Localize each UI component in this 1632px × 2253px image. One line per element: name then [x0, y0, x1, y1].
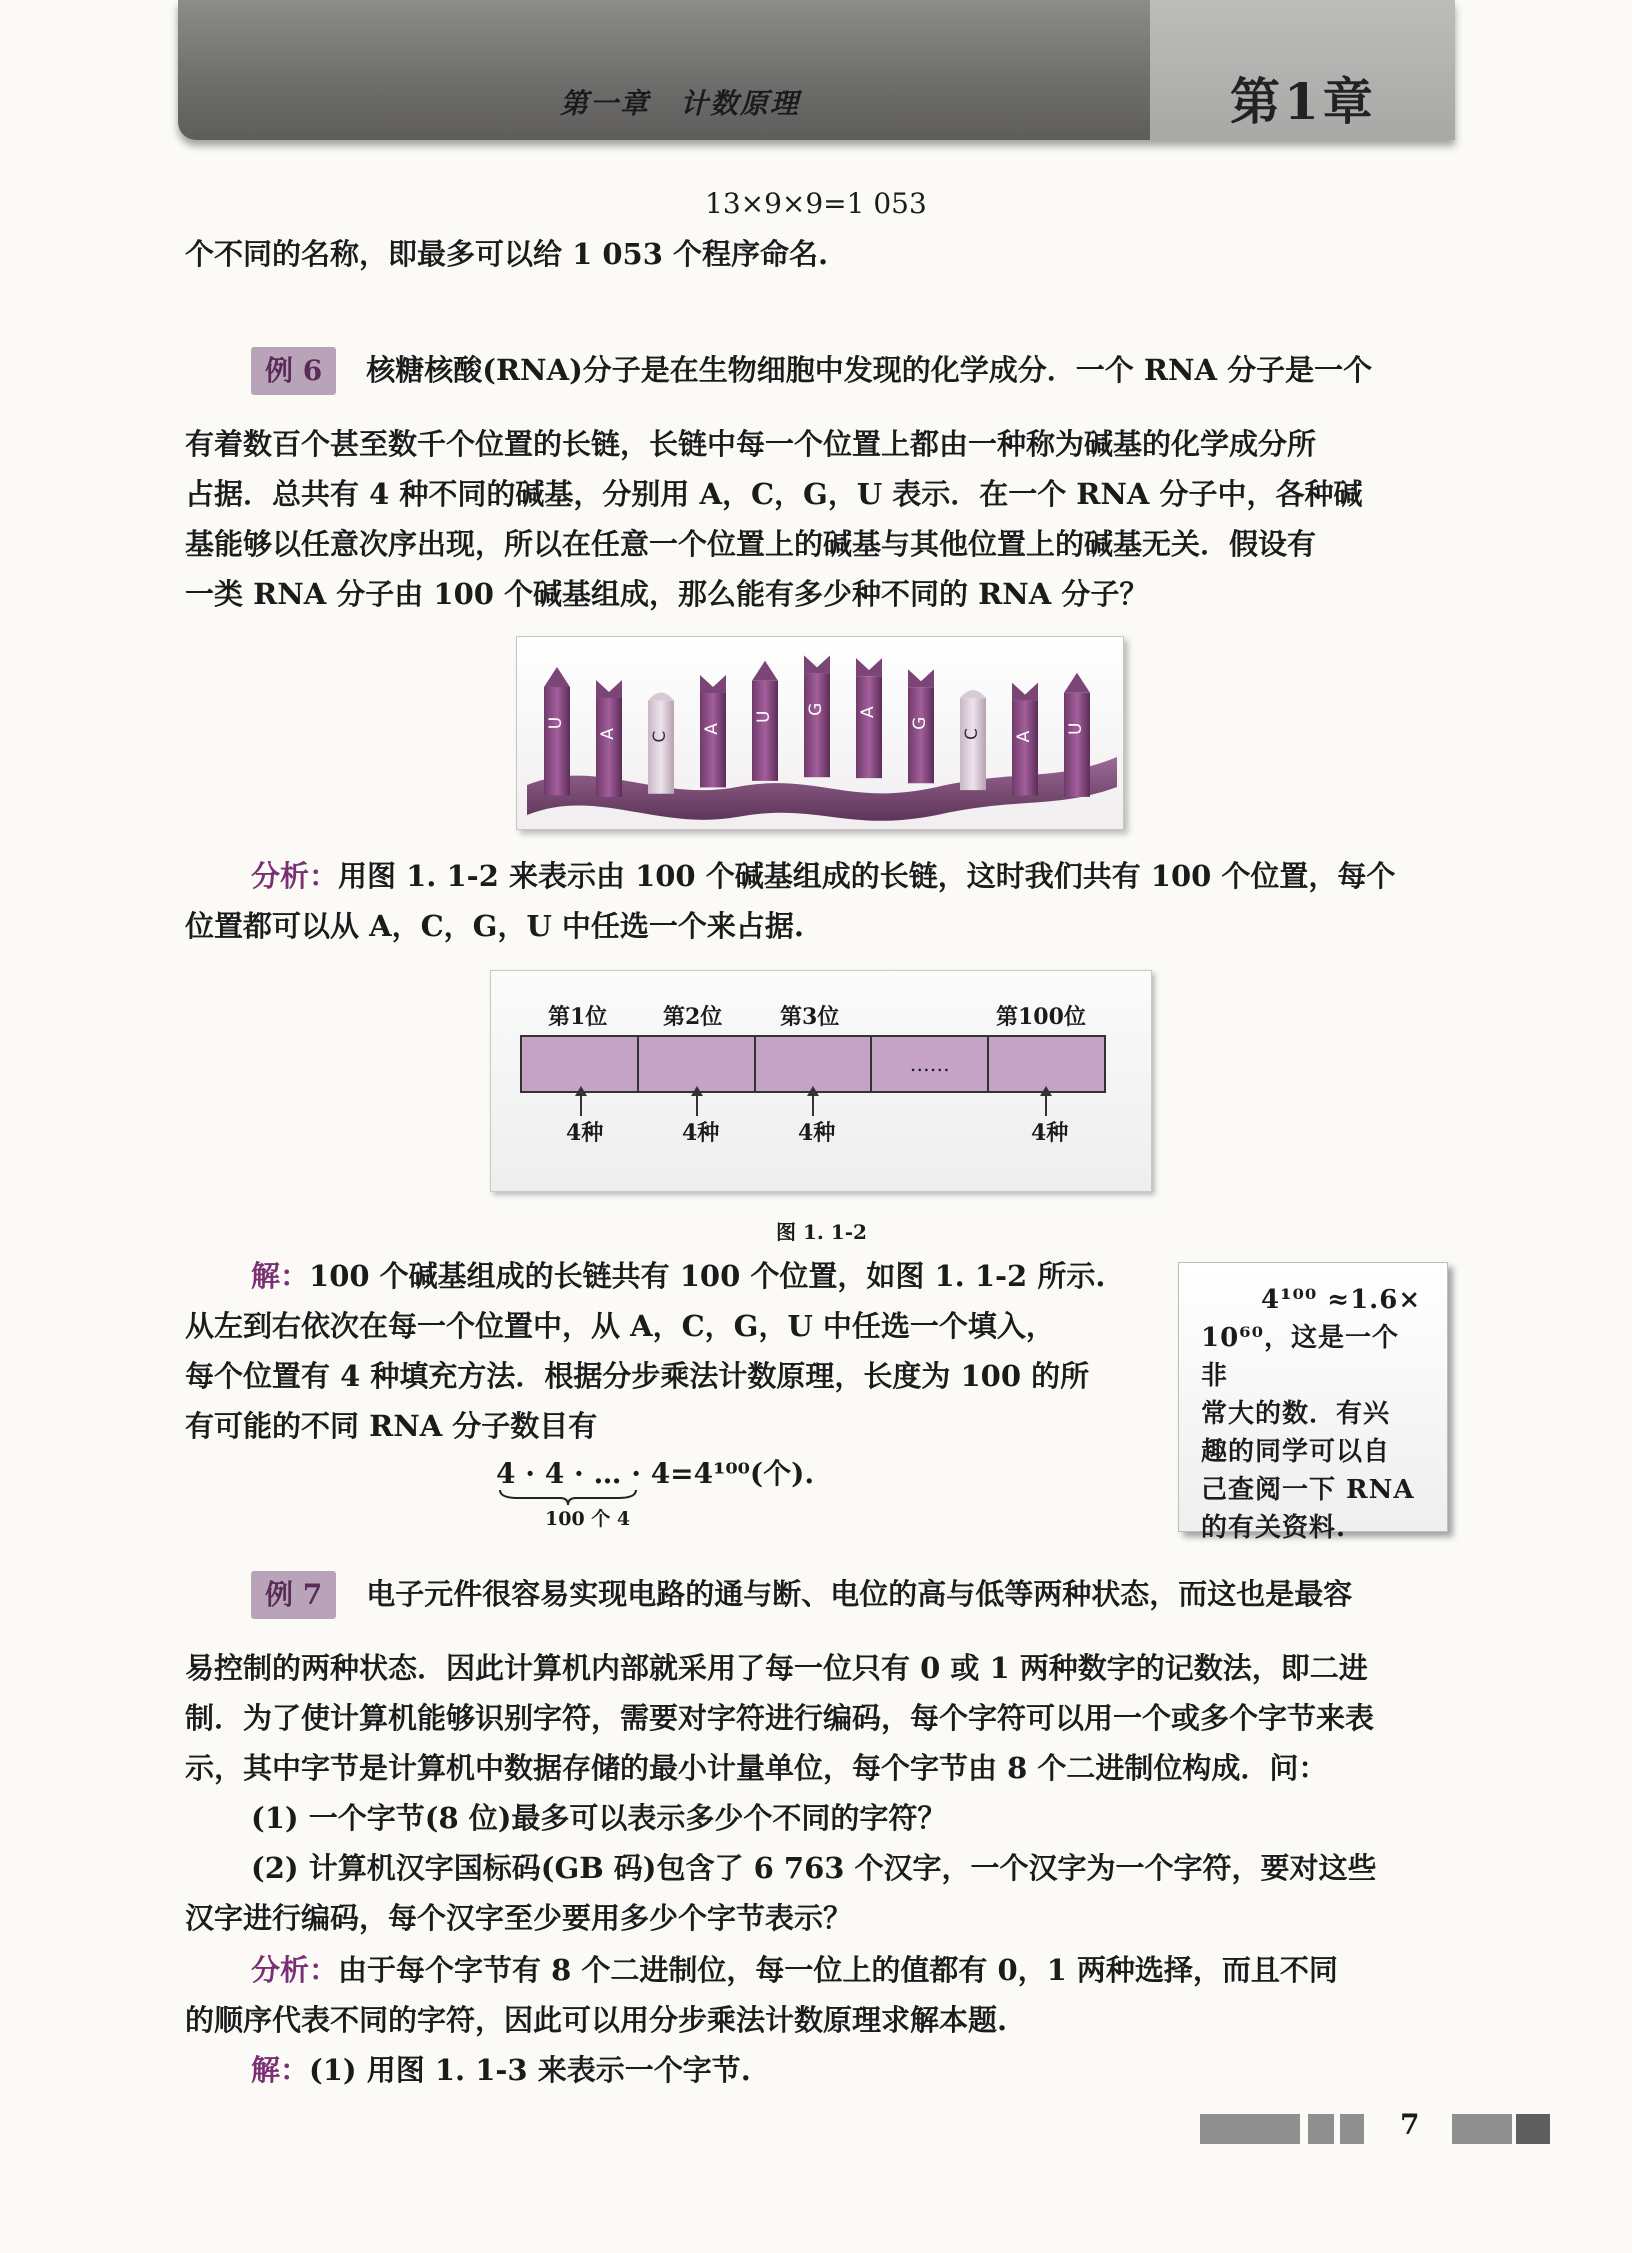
position-label-1: 第1位 — [548, 1004, 608, 1030]
rna-base-cap — [960, 690, 986, 698]
analysis7-label: 分析： — [251, 1953, 339, 1987]
rna-base-letter: C — [650, 730, 670, 743]
rna-base-pillar — [960, 698, 986, 790]
rna-base-cap — [908, 669, 934, 687]
kind-label-3: 4种 — [798, 1120, 836, 1146]
strip-cell-3 — [756, 1037, 873, 1091]
rna-base-cap — [596, 680, 622, 698]
figure-caption: 图 1. 1-2 — [776, 1220, 867, 1244]
analysis6-line2: 位置都可以从 A，C，G，U 中任选一个来占据. — [185, 909, 804, 943]
solution6-line1 — [251, 1250, 1151, 1302]
solution6-line3: 每个位置有 4 种填充方法．根据分步乘法计数原理，长度为 100 的所 — [185, 1359, 1090, 1393]
example7-line2: 易控制的两种状态．因此计算机内部就采用了每一位只有 0 或 1 两种数字的记数法，即二进 — [185, 1651, 1368, 1685]
rna-base-cap — [1064, 673, 1090, 693]
example7-line3: 制．为了使计算机能够识别字符，需要对字符进行编码，每个字符可以用一个或多个字节来表 — [185, 1701, 1375, 1735]
arrow-up-icon — [1045, 1094, 1047, 1116]
rna-base-pillar — [648, 701, 674, 794]
example7-question2b: 汉字进行编码，每个汉字至少要用多少个字节表示？ — [185, 1901, 853, 1935]
solution6-label: 解： — [251, 1259, 310, 1293]
strip-cell-2 — [639, 1037, 756, 1091]
kind-label-2: 4种 — [682, 1120, 720, 1146]
page-number: 7 — [1400, 2108, 1420, 2141]
arrow-up-icon — [696, 1094, 698, 1116]
example7-text1: 电子元件很容易实现电路的通与断、电位的高与低等两种状态，而这也是最容 — [366, 1577, 1353, 1611]
rna-illustration — [516, 636, 1124, 830]
solution6-line2: 从左到右依次在每一个位置中，从 A，C，G，U 中任选一个填入， — [185, 1309, 1055, 1343]
rna-base-letter: U — [754, 710, 774, 724]
example6-line2: 有着数百个甚至数千个位置的长链，长链中每一个位置上都由一种称为碱基的化学成分所 — [185, 427, 1317, 461]
example7-line1 — [185, 1568, 1460, 1620]
arrow-up-icon — [580, 1094, 582, 1116]
arrow-up-icon — [812, 1094, 814, 1116]
rna-base-letter: U — [546, 716, 566, 730]
running-header-title: 第一章 计数原理 — [560, 87, 801, 120]
solution6-text1: 100 个碱基组成的长链共有 100 个位置，如图 1. 1-2 所示. — [309, 1259, 1106, 1293]
rna-base-letter: U — [1066, 722, 1086, 735]
position-label-3: 第3位 — [780, 1004, 840, 1030]
note-line4: 趣的同学可以自 — [1201, 1437, 1391, 1467]
analysis6-text1: 用图 1. 1-2 来表示由 100 个碱基组成的长链，这时我们共有 100 个位置，每个 — [338, 859, 1396, 893]
example7-question1: (1) 一个字节(8 位)最多可以表示多少个不同的字符？ — [251, 1801, 947, 1835]
analysis6-label: 分析： — [251, 859, 339, 893]
side-note — [1178, 1262, 1448, 1543]
underbrace-label: 100 个 4 — [545, 1508, 631, 1530]
power-formula: 4 · 4 · … · 4=4¹⁰⁰(个). — [496, 1457, 815, 1490]
kind-label-100: 4种 — [1031, 1120, 1069, 1146]
rna-base-letter: A — [858, 706, 878, 719]
rna-base-pillar — [804, 673, 830, 777]
rna-base-letter: G — [910, 716, 930, 730]
analysis6-line1 — [185, 850, 1460, 902]
note-line5: 己查阅一下 RNA — [1201, 1475, 1415, 1505]
analysis7-text1: 由于每个字节有 8 个二进制位，每一位上的值都有 0，1 两种选择，而且不同 — [338, 1953, 1338, 1987]
rna-base-cap — [544, 667, 570, 687]
strip-cell-ellipsis: …… — [872, 1037, 989, 1091]
rna-base-pillar — [1064, 693, 1090, 797]
solution7-line1 — [185, 2044, 1460, 2096]
note-line2: 10⁶⁰，这是一个非 — [1201, 1323, 1399, 1391]
rna-base-pillar — [908, 687, 934, 783]
position-label-2: 第2位 — [663, 1004, 723, 1030]
rna-base-letter: A — [702, 723, 722, 735]
example6-tag: 例 6 — [251, 347, 336, 395]
rna-base-pillar — [700, 693, 726, 787]
rna-base-letter: A — [1014, 730, 1034, 743]
chain-strip — [520, 1035, 1106, 1093]
rna-chain-drawing — [517, 637, 1123, 829]
rna-base-pillar — [856, 676, 882, 778]
example7-tag: 例 7 — [251, 1571, 336, 1619]
analysis7-line1 — [185, 1944, 1460, 1996]
rna-base-cap — [856, 658, 882, 676]
rna-base-pillar — [1012, 701, 1038, 796]
rna-base-pillar — [596, 698, 622, 797]
example6-line3: 占据．总共有 4 种不同的碱基，分别用 A，C，G，U 表示．在一个 RNA 分子中，各种碱 — [185, 477, 1363, 511]
example6-line1 — [185, 344, 1460, 396]
example7-line4: 示，其中字节是计算机中数据存储的最小计量单位，每个字节由 8 个二进制位构成．问： — [185, 1751, 1328, 1785]
footer-decoration — [1200, 2108, 1550, 2150]
rna-base-pillar — [752, 681, 778, 781]
rna-base-letter: G — [806, 702, 826, 716]
rna-base-cap — [752, 661, 778, 681]
strip-cell-100 — [989, 1037, 1104, 1091]
analysis7-line2: 的顺序代表不同的字符，因此可以用分步乘法计数原理求解本题. — [185, 2003, 1008, 2037]
rna-base-cap — [1012, 683, 1038, 701]
solution7-text1: (1) 用图 1. 1-3 来表示一个字节. — [309, 2053, 751, 2087]
chapter-badge: 第1章 — [1230, 72, 1377, 131]
formula-top: 13×9×9=1 053 — [705, 187, 927, 220]
example6-line5: 一类 RNA 分子由 100 个碱基组成，那么能有多少种不同的 RNA 分子？ — [185, 577, 1149, 611]
example6-text1: 核糖核酸(RNA)分子是在生物细胞中发现的化学成分．一个 RNA 分子是一个 — [366, 353, 1373, 387]
solution7-label: 解： — [251, 2053, 310, 2087]
rna-base-cap — [804, 655, 830, 673]
kind-label-1: 4种 — [566, 1120, 604, 1146]
text-line-names: 个不同的名称，即最多可以给 1 053 个程序命名. — [185, 237, 829, 271]
rna-base-cap — [700, 675, 726, 693]
note-line6: 的有关资料. — [1201, 1513, 1347, 1543]
position-label-100: 第100位 — [996, 1004, 1086, 1030]
strip-cell-1 — [522, 1037, 639, 1091]
rna-base-letter: A — [598, 728, 618, 740]
note-line3: 常大的数．有兴 — [1201, 1399, 1391, 1429]
rna-base-pillar — [544, 687, 570, 795]
example6-line4: 基能够以任意次序出现，所以在任意一个位置上的碱基与其他位置上的碱基无关．假设有 — [185, 527, 1317, 561]
note-line1: 4¹⁰⁰ ≈1.6× — [1261, 1285, 1422, 1315]
rna-base-letter: C — [962, 728, 982, 741]
solution6-line4: 有可能的不同 RNA 分子数目有 — [185, 1409, 598, 1443]
rna-base-cap — [648, 693, 674, 701]
example7-question2a: (2) 计算机汉字国标码(GB 码)包含了 6 763 个汉字，一个汉字为一个字符，要对这些 — [251, 1851, 1377, 1885]
